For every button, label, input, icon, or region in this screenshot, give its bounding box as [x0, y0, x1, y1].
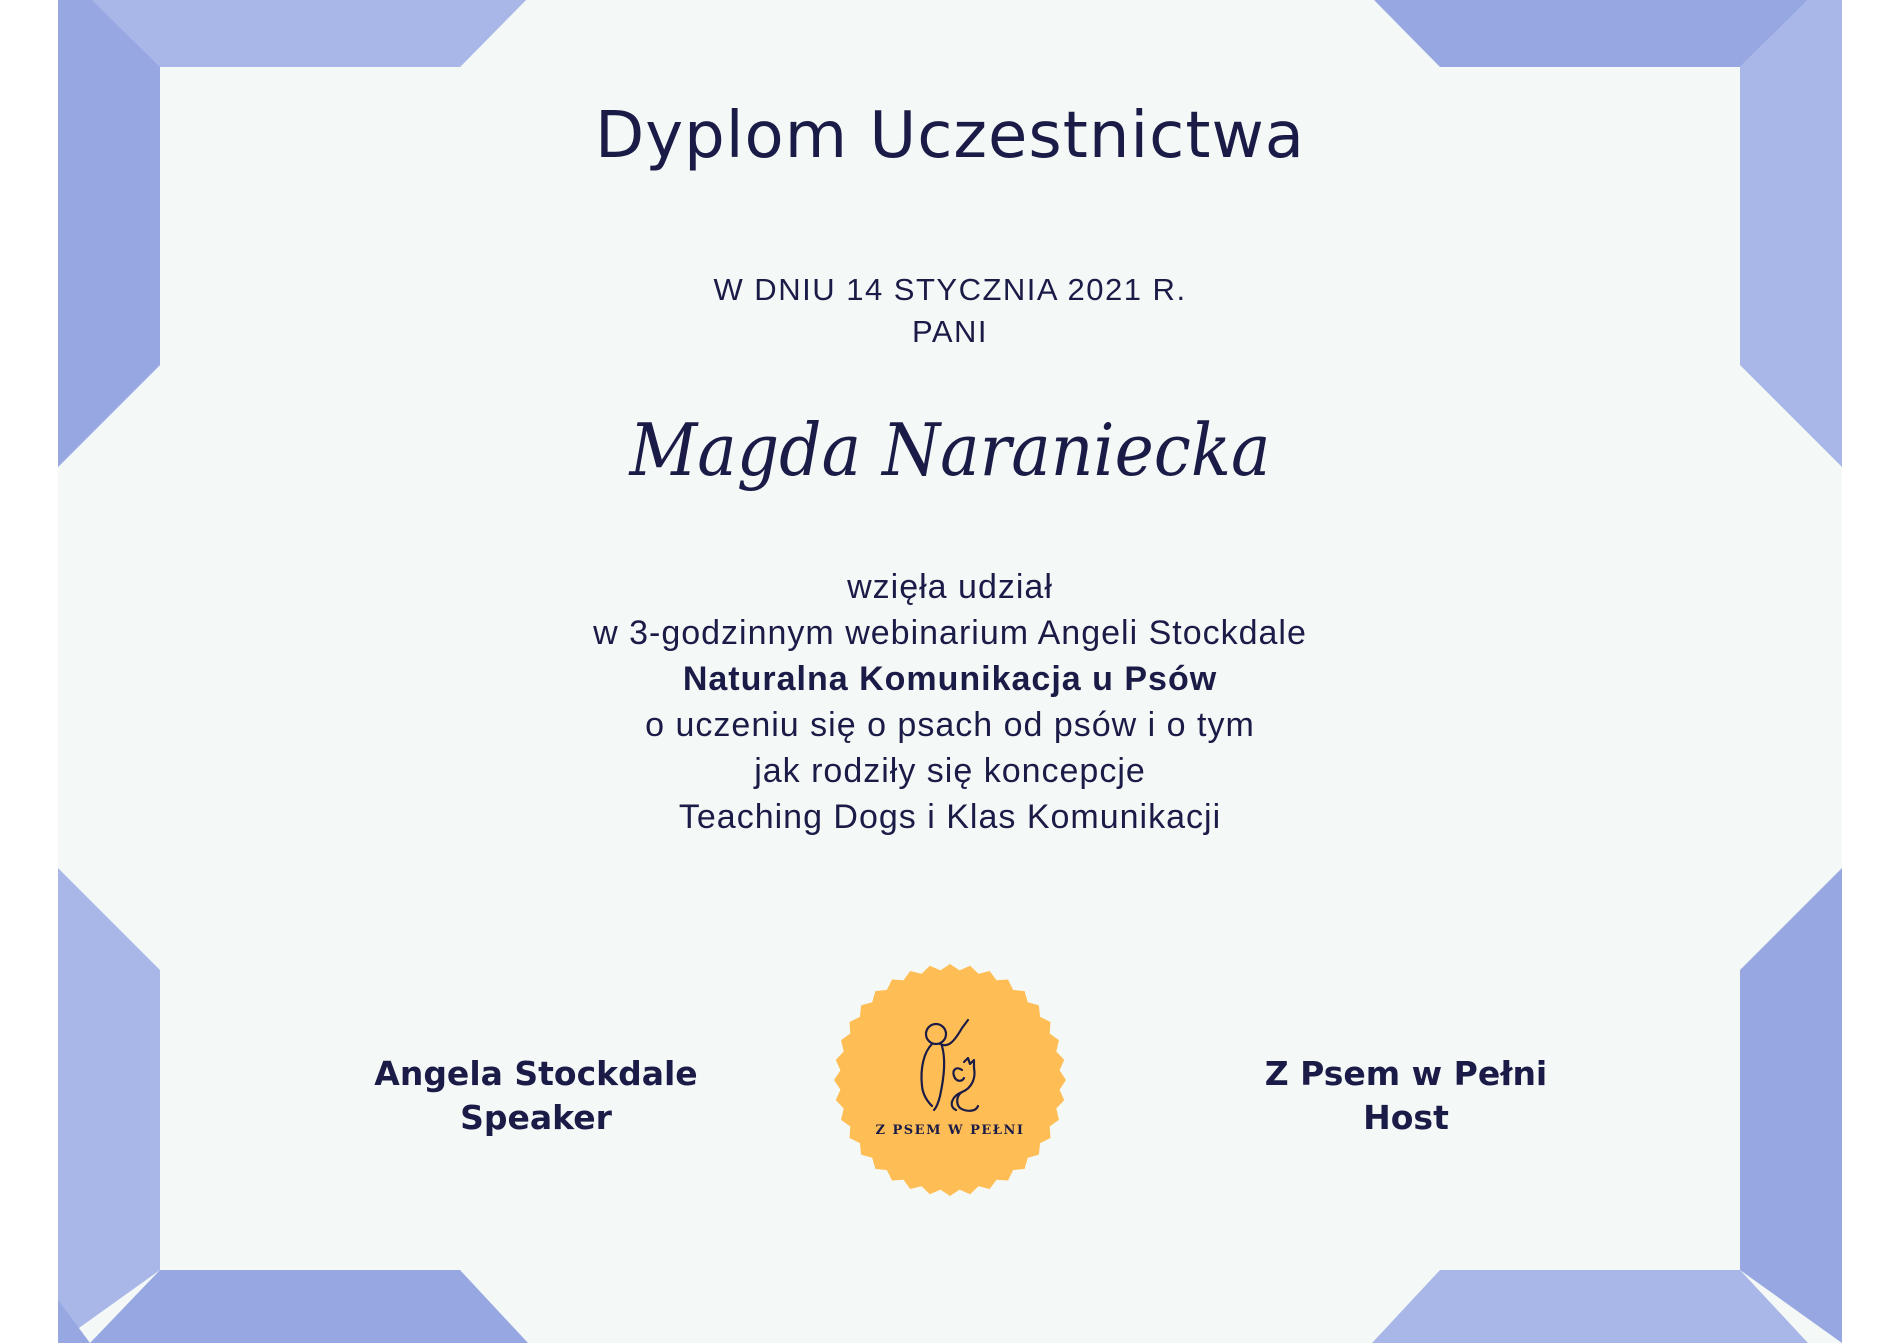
body-line-4: o uczeniu się o psach od psów i o tym: [645, 706, 1255, 744]
body-line-6: Teaching Dogs i Klas Komunikacji: [678, 798, 1222, 836]
date-line: W DNIU 14 STYCZNIA 2021 R.: [713, 272, 1187, 307]
speaker-role: Speaker: [460, 1098, 612, 1137]
body-line-5: jak rodziły się koncepcje: [754, 752, 1146, 790]
certificate-title: Dyplom Uczestnictwa: [594, 99, 1306, 173]
host-signature: [1196, 1052, 1616, 1140]
speaker-name: Angela Stockdale: [374, 1054, 698, 1093]
webinar-title: Naturalna Komunikacja u Psów: [682, 660, 1218, 698]
seal-scalloped-edge: [834, 964, 1066, 1196]
body-line-1: wzięła udział: [847, 568, 1053, 606]
host-role: Host: [1363, 1098, 1449, 1137]
speaker-signature: [326, 1052, 746, 1140]
salutation: PANI: [911, 314, 989, 349]
recipient-name: Magda Naraniecka: [629, 408, 1271, 492]
seal-badge: [832, 962, 1068, 1198]
body-line-2: w 3-godzinnym webinarium Angeli Stockdale: [593, 614, 1307, 652]
seal-text: Z PSEM W PEŁNI: [875, 1123, 1025, 1138]
host-name: Z Psem w Pełni: [1264, 1054, 1548, 1093]
